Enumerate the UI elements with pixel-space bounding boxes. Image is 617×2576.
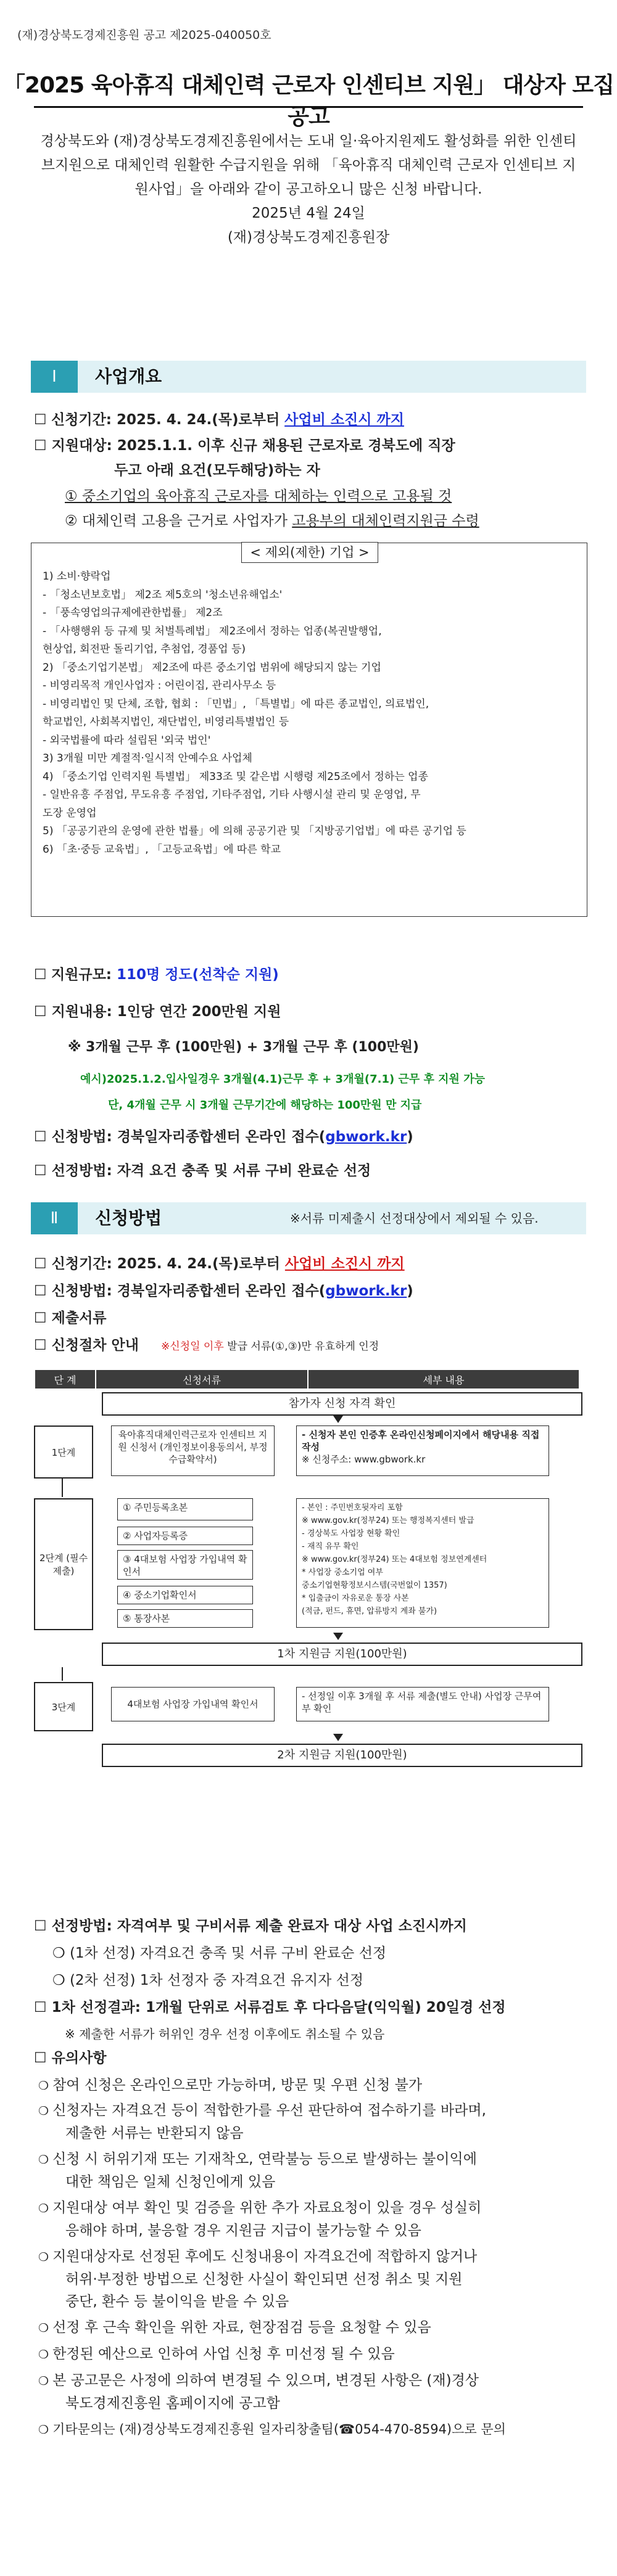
cautions-list: [38, 2075, 587, 2440]
caution-item-cont: 허위·부정한 방법으로 신청한 사실이 확인되면 선정 취소 및 지원: [65, 2271, 463, 2287]
caution-item: ❍ 한정된 예산으로 인하여 사업 신청 후 미선정 될 수 있음: [38, 2344, 587, 2365]
sel-2-text: (2차 선정) 1차 선정자 중 자격요건 유지자 선정: [69, 1972, 364, 1988]
intro-text: 경상북도와 (재)경상북도경제진흥원에서는 도내 일·육아지원제도 활성화를 위한 인센티브지원으로 대체인력 원활한 수급지원을 위해 「육아휴직 대체인력 근로자 인센티브 지원사업」을 아래와 같이 공고하오니 많은 신청 바랍니다.: [40, 133, 577, 197]
gbwork-link[interactable]: gbwork.kr: [325, 1129, 407, 1145]
section-number: Ⅱ: [31, 1202, 78, 1234]
excluded-line: 3) 3개월 미만 계절적·일시적 안예수요 사업체: [43, 752, 252, 765]
caution-item: ❍ 기타문의는 (재)경상북도경제진흥원 일자리창출팀(☎054-470-8594)으로 문의: [38, 2419, 587, 2440]
cautions-heading: ☐ 유의사항: [34, 2048, 107, 2068]
bar-eligibility: 참가자 신청 자격 확인: [102, 1392, 582, 1416]
stage-2-doc-2: ② 사업자등록증: [117, 1527, 253, 1545]
bar-second-payment: 2차 지원금 지원(100만원): [102, 1744, 582, 1767]
procedure-note: [161, 1340, 379, 1353]
apply-period-value[interactable]: 사업비 소진시 까지: [284, 412, 404, 428]
stage-2-detail-line: * 입출금이 자유로운 통장 사본: [302, 1594, 409, 1603]
arrow-down-icon: [333, 1734, 343, 1741]
stage-3-detail: - 선정일 이후 3개월 후 서류 제출(별도 안내) 사업장 근무여부 확인: [296, 1687, 549, 1721]
apply-method-text: 신청방법: 경북일자리종합센터 온라인 접수(: [51, 1129, 326, 1145]
section-header-apply: [31, 1202, 586, 1234]
stage-3: 3단계: [34, 1682, 93, 1731]
support-scale: [34, 965, 279, 985]
section-header-overview: [31, 361, 586, 393]
section-title: 신청방법: [95, 1208, 162, 1228]
selection-method: ☐ 선정방법: 자격 요건 충족 및 서류 구비 완료순 선정: [34, 1161, 371, 1181]
stage-1-doc: 육아휴직대체인력근로자 인센티브 지원 신청서 (개인정보이용동의서, 부정수급확약서): [111, 1425, 275, 1476]
excluded-line: - 비영리목적 개인사업자 : 어린이집, 관리사무소 등: [43, 679, 276, 692]
support-scale-label: 지원규모:: [51, 967, 117, 983]
bar-first-payment: 1차 지원금 지원(100만원): [102, 1643, 582, 1666]
apply-period-2-value: 사업비 소진시 까지: [284, 1256, 405, 1272]
stage-2-detail: [296, 1498, 549, 1628]
stage-2-detail-line: - 경상북도 사업장 현황 확인: [302, 1529, 400, 1538]
excluded-title: < 제외(제한) 기업 >: [241, 542, 378, 563]
intro-paragraph: [37, 129, 580, 250]
excluded-line: 현상업, 회전판 돌리기업, 추첨업, 경품업 등): [43, 643, 246, 655]
apply-method: [34, 1127, 413, 1147]
excluded-line: 도장 운영업: [43, 806, 97, 819]
support-content: ☐ 지원내용: 1인당 연간 200만원 지원: [34, 1002, 281, 1022]
requirement-1: ① 중소기업의 육아휴직 근로자를 대체하는 인력으로 고용될 것: [65, 488, 452, 504]
arrow-down-icon: [333, 1633, 343, 1640]
page-title: 「2025 육아휴직 대체인력 근로자 인센티브 지원」 대상자 모집 공고: [2, 73, 614, 129]
caution-item: ❍ 참여 신청은 온라인으로만 가능하며, 방문 및 우편 신청 불가: [38, 2075, 587, 2096]
caution-item-cont: 제출한 서류는 반환되지 않음: [65, 2125, 244, 2141]
requirement-2-emph: 고용부의 대체인력지원금 수령: [292, 513, 479, 529]
excluded-line: - 일반유흥 주점업, 무도유흥 주점업, 기타주점업, 기타 사행시설 관리 및 운영업, 무: [43, 789, 421, 801]
example-line-2: 단, 4개월 근무 시 3개월 근무기간에 해당하는 100만원 만 지급: [108, 1099, 422, 1112]
support-note: ※ 3개월 근무 후 (100만원) + 3개월 근무 후 (100만원): [68, 1040, 419, 1055]
first-result: ☐ 1차 선정결과: 1개월 단위로 서류검토 후 다다음달(익익월) 20일경 선정: [34, 1998, 506, 2017]
caution-item: ❍ 신청자는 자격요건 등이 적합한가를 우선 판단하여 접수하기를 바라며,: [38, 2101, 587, 2121]
caution-item: ❍ 본 공고문은 사정에 의하여 변경될 수 있으며, 변경된 사항은 (재)경상: [38, 2371, 587, 2391]
connector: [62, 1667, 63, 1681]
sel-2-bullet: ❍: [52, 1972, 70, 1988]
target-line-2: 두고 아래 요건(모두해당)하는 자: [114, 462, 320, 478]
submit-docs: ☐ 제출서류: [34, 1308, 107, 1328]
excluded-line: 4) 「중소기업 인력지원 특별법」 제33조 및 같은법 시행령 제25조에서 정하는 업종: [43, 770, 428, 783]
section-note: ※서류 미제출시 선정대상에서 제외될 수 있음.: [290, 1211, 539, 1226]
excluded-line: 5) 「공공기관의 운영에 관한 법률」에 의해 공공기관 및 「지방공기업법」에 따른 공기업 등: [43, 825, 466, 837]
stage-2-detail-line: * 사업장 중소기업 여부: [302, 1568, 383, 1577]
sel-1-bullet: ❍: [52, 1945, 70, 1961]
procedure-note-rest: 발급 서류(①,③)만 유효하게 인정: [223, 1340, 379, 1353]
excluded-line: 2) 「중소기업기본법」 제2조에 따른 중소기업 범위에 해당되지 않는 기업: [43, 661, 381, 674]
section-title: 사업개요: [95, 366, 162, 387]
excluded-line: - 「청소년보호법」 제2조 제5호의 '청소년유해업소': [43, 588, 283, 601]
caution-item-cont: 북도경제진흥원 홈페이지에 공고함: [65, 2395, 280, 2411]
caution-item-cont: 응해야 하며, 불응할 경우 지원금 지급이 불가능할 수 있음: [65, 2223, 421, 2239]
excluded-companies-box: [31, 543, 587, 917]
caution-item: ❍ 지원대상 여부 확인 및 검증을 위한 추가 자료요청이 있을 경우 성실히: [38, 2198, 587, 2218]
stage-2-doc-5: ⑤ 통장사본: [117, 1609, 253, 1628]
stage-2-doc-4: ④ 중소기업확인서: [117, 1586, 253, 1604]
stage-3-doc: 4대보험 사업장 가입내역 확인서: [111, 1687, 275, 1721]
stage-2-doc-1: ① 주민등록초본: [117, 1498, 253, 1520]
apply-period: [34, 410, 404, 430]
stage-2-detail-line: ※ www.gov.kr(정부24) 또는 행정복지센터 발급: [302, 1516, 474, 1525]
apply-period-2-label: 신청기간: 2025. 4. 24.(목)로부터: [51, 1256, 285, 1272]
support-scale-value: 110명 정도(선착순 지원): [117, 967, 279, 983]
example-line-1: 예시)2025.1.2.입사일경우 3개월(4.1)근무 후 + 3개월(7.1) 근무 후 지원 가능: [80, 1073, 485, 1086]
excluded-line: - 비영리법인 및 단체, 조합, 협회 : 「민법」, 「특별법」에 따른 종교법인, 의료법인,: [43, 697, 429, 710]
procedure-note-red: ※신청일 이후: [160, 1340, 224, 1353]
stage-2-doc-3: ③ 4대보험 사업장 가입내역 확인서: [117, 1550, 253, 1580]
stage-2-detail-line: - 재직 유무 확인: [302, 1542, 359, 1551]
stage-2-detail-line: ※ www.gov.kr(정부24) 또는 4대보험 정보연계센터: [302, 1555, 487, 1564]
apply-method-2: [34, 1281, 413, 1301]
stage-1: 1단계: [34, 1425, 93, 1479]
requirement-2-text: ② 대체인력 고용을 근거로 사업자가: [65, 513, 292, 529]
caution-item: ❍ 신청 시 허위기재 또는 기재착오, 연락불능 등으로 발생하는 불이익에: [38, 2149, 587, 2170]
excluded-line: - 「사행행위 등 규제 및 처벌특례법」 제2조에서 정하는 업종(복권발행업,: [43, 625, 382, 638]
excluded-line: - 외국법률에 따라 설립된 '외국 법인': [43, 734, 211, 747]
section-number: Ⅰ: [31, 361, 78, 393]
stage-2: 2단계 (필수제출): [34, 1498, 93, 1630]
excluded-line: 학교법인, 사회복지법인, 재단법인, 비영리특별법인 등: [43, 716, 289, 728]
notice-number: (재)경상북도경제진흥원 공고 제2025-040050호: [17, 28, 271, 42]
excluded-list: [43, 568, 579, 859]
stage-1-detail-url: ※ 신청주소: www.gbwork.kr: [302, 1454, 426, 1465]
stage-2-detail-line: 중소기업현황정보시스템(국번없이 1357): [302, 1581, 447, 1590]
stage-2-detail-line: - 본인 : 주민번호뒷자리 포함: [302, 1503, 403, 1512]
apply-method-close: ): [407, 1129, 413, 1145]
excluded-line: - 「풍속영업의규제에관한법률」 제2조: [43, 607, 223, 619]
caution-item-cont: 중단, 환수 등 불이익을 받을 수 있음: [65, 2294, 289, 2310]
sel-1-text: (1차 선정) 자격요건 충족 및 서류 구비 완료순 선정: [69, 1945, 387, 1961]
table-header-detail: 세부 내용: [308, 1369, 579, 1389]
requirement-2: [65, 511, 479, 531]
gbwork-link-2[interactable]: gbwork.kr: [325, 1283, 407, 1299]
result-note: ※ 제출한 서류가 허위인 경우 선정 이후에도 취소될 수 있음: [65, 2027, 385, 2041]
procedure-label: 신청절차 안내: [51, 1337, 139, 1353]
apply-period-label: 신청기간: 2025. 4. 24.(목)로부터: [51, 412, 285, 428]
table-header-stage: 단 계: [35, 1369, 96, 1389]
notice-date: 2025년 4월 24일: [252, 205, 365, 221]
stage-2-detail-line: (적금, 펀드, 휴면, 압류방지 계좌 불가): [302, 1607, 437, 1616]
title-divider: [34, 106, 583, 108]
table-header-docs: 신청서류: [96, 1369, 308, 1389]
caution-item: ❍ 지원대상자로 선정된 후에도 신청내용이 자격요건에 적합하지 않거나: [38, 2247, 587, 2267]
excluded-line: 1) 소비·향락업: [43, 570, 111, 583]
procedure-guide: [34, 1335, 379, 1356]
caution-item: ❍ 선정 후 근속 확인을 위한 자료, 현장점검 등을 요청할 수 있음: [38, 2318, 587, 2338]
stage-1-detail-text: - 신청자 본인 인증후 온라인신청페이지에서 해당내용 직접 작성: [302, 1429, 540, 1453]
excluded-line: 6) 「초·중등 교육법」, 「고등교육법」에 따른 학교: [43, 843, 281, 856]
apply-method-2-close: ): [407, 1283, 413, 1299]
connector: [62, 1479, 63, 1497]
target-line: ☐ 지원대상: 2025.1.1. 이후 신규 채용된 근로자로 경북도에 직장: [34, 436, 455, 456]
selection-method-2: ☐ 선정방법: 자격여부 및 구비서류 제출 완료자 대상 사업 소진시까지: [34, 1916, 467, 1936]
issuer: (재)경상북도경제진흥원장: [227, 229, 390, 245]
stage-1-detail: [296, 1425, 549, 1476]
procedure-table: [34, 1369, 580, 1390]
arrow-down-icon: [333, 1416, 343, 1423]
selection-round-2: [52, 1971, 363, 1990]
apply-period-2: [34, 1254, 405, 1274]
selection-round-1: [52, 1943, 386, 1963]
apply-method-2-text: 신청방법: 경북일자리종합센터 온라인 접수(: [51, 1283, 326, 1299]
caution-item-cont: 대한 책임은 일체 신청인에게 있음: [65, 2174, 276, 2190]
